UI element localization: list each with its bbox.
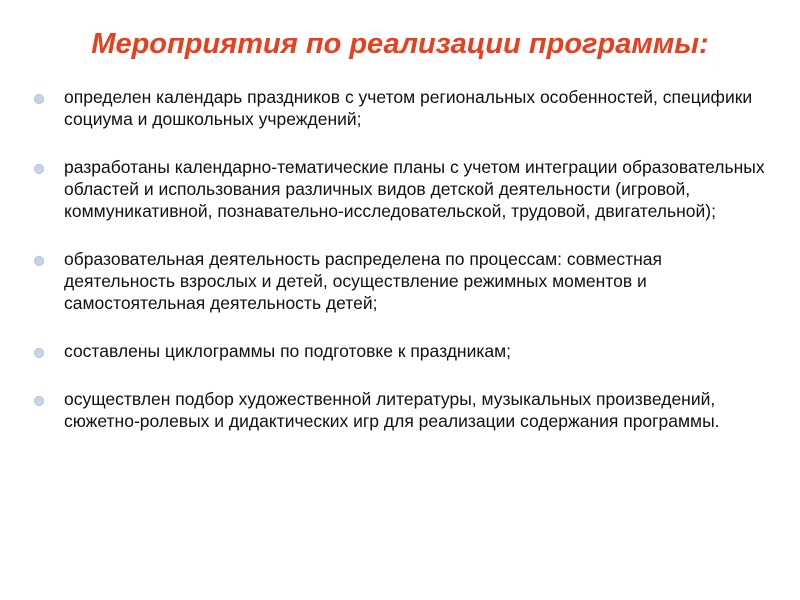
circle-bullet-icon: [34, 348, 44, 358]
bullet-text: составлены циклограммы по подготовке к праздникам;: [64, 341, 512, 361]
circle-bullet-icon: [34, 94, 44, 104]
bullet-text: осуществлен подбор художественной литературы, музыкальных произведений, сюжетно-ролевых и дидактических игр для реализации содержания программы.: [64, 389, 720, 431]
slide-title: Мероприятия по реализации программы:: [91, 28, 709, 60]
bullet-text: определен календарь праздников с учетом региональных особенностей, специфики социума и дошкольных учреждений;: [64, 87, 753, 129]
list-item: [30, 86, 770, 130]
circle-bullet-icon: [34, 396, 44, 406]
circle-bullet-icon: [34, 164, 44, 174]
list-item: [30, 156, 770, 222]
bullet-text: разработаны календарно-тематические планы с учетом интеграции образовательных областей и использования различных видов детской деятельности (игровой, коммуникативной, познавательно-исследовательской, трудовой, двигательной);: [64, 157, 765, 221]
list-item: [30, 388, 770, 432]
circle-bullet-icon: [34, 256, 44, 266]
list-item: [30, 340, 770, 362]
bullet-text: образовательная деятельность распределена по процессам: совместная деятельность взрослых и детей, осуществление режимных моментов и самостоятельная деятельность детей;: [64, 249, 663, 313]
list-item: [30, 248, 770, 314]
bullet-list: [30, 86, 770, 458]
